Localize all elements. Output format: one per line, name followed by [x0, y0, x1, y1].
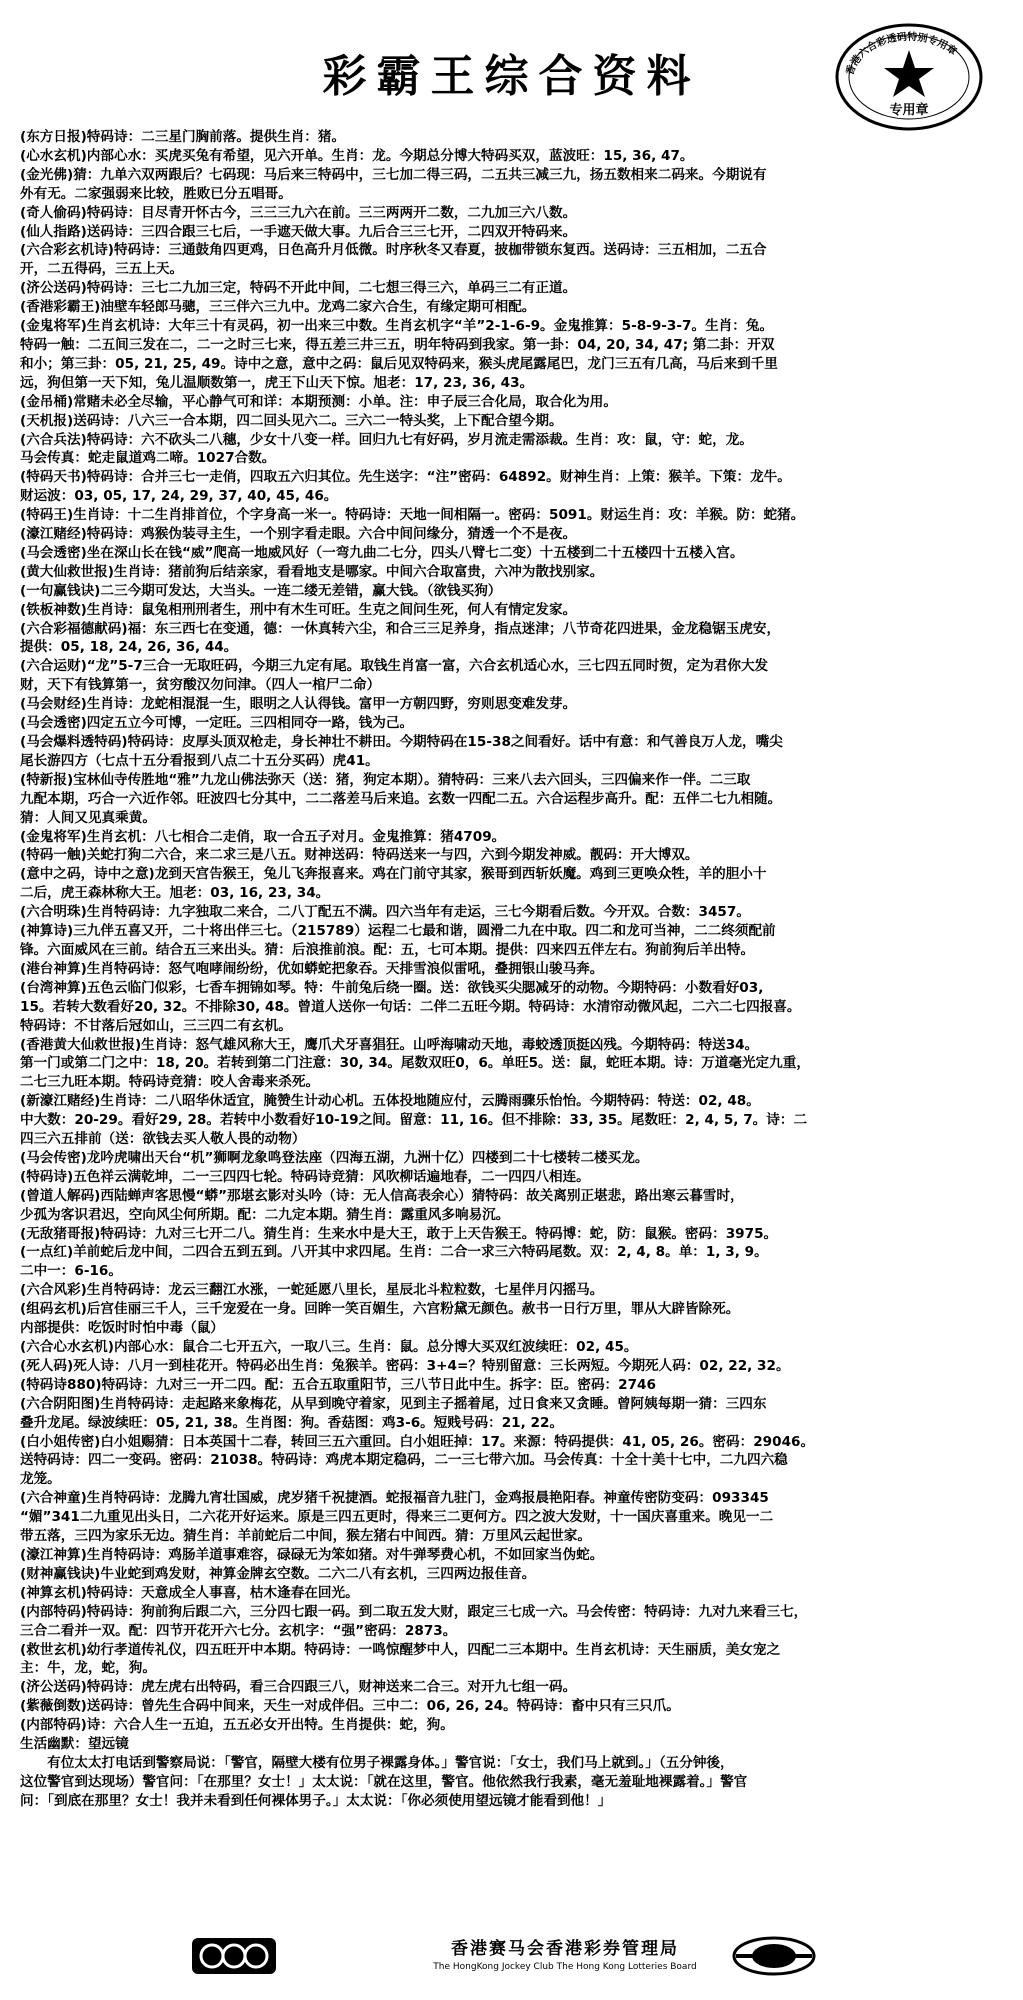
text-line: 财运波：03, 05, 17, 24, 29, 37, 40, 45, 46。 [20, 488, 338, 505]
text-line: (马会透密)四定五立今可博，一定旺。三四相同夺一路，钱为己。 [20, 715, 414, 732]
text-line: (神算诗)三九伴五喜又开，二十将出伴三七。（215789）运程二七最和谐，圆滑二九在中取。四二和龙可当神，二二终须配前 [20, 923, 776, 940]
text-line: 外有无。二家强弱来比较，胜败已分五唱哥。 [20, 185, 292, 202]
text-line: (金吊桶)常赌未必全尽输，平心静气可和详：本期预测：小单。注：申子辰三合化局，取合化为用。 [20, 393, 617, 410]
text-line: (濠江神算)生肖特码诗：鸡肠羊道事难容，碌碌无为笨如猪。对牛弹琴费心机，不如回家当伪蛇。 [20, 1546, 604, 1563]
footer [0, 1926, 1023, 1996]
seal-ring-text: 香港六合彩透码特别专用章 [844, 31, 959, 77]
text-line: 第一门或第二门之中：18, 20。若转到第二门注意：30, 34。尾数双旺0，6。单旺5。送：鼠，蛇旺本期。诗：万道毫光定九重， [20, 1055, 810, 1072]
article-body [20, 128, 1005, 1918]
text-line: 特码诗：不甘落后冠如山，三三四二有玄机。 [20, 1017, 292, 1034]
text-line: (铁板神数)生肖诗：鼠兔相刑刑者生，刑中有木生可旺。生克之间问生死，何人有情定发家。 [20, 601, 577, 618]
text-line: (马会爆料透特码)特码诗：皮厚头顶双枪走，身长神壮不耕田。今期特码在15-38之间看好。话中有意：和气善良万人龙，嘴尖 [20, 734, 783, 750]
text-line: 有位太太打电话到警察局说：「警官，隔壁大楼有位男子裸露身体。」警官说：「女士，我们马上就到。」（五分钟後， [20, 1754, 734, 1771]
text-line: (特码王)生肖诗：十二生肖排首位，个字身高一米一。特码诗：天地一间相隔一。密码：5091。财运生肖：攻：羊猴。防：蛇猪。 [20, 507, 805, 524]
jockey-club-logo [190, 1934, 278, 1978]
text-line: 财，天下有钱算第一，贫穷酸汉勿问津。（四人一棺尸二命） [20, 677, 381, 694]
text-line: 送特码诗：四二一变码。密码：21038。特码诗：鸡虎本期定稳码，二一三七带六加。马会传真：十全十美十七中，二九四六稳 [20, 1452, 788, 1469]
text-line: (马会财经)生肖诗：龙蛇相混混一生，眼明之人认得钱。富甲一方朝四野，穷则思变难发芽。 [20, 696, 577, 713]
text-line: 问：「到底在那里？女士！我并未看到任何裸体男子。」太太说：「你必须使用望远镜才能看到他！」 [20, 1792, 612, 1809]
text-line: 九配本期，巧合一六近作邻。旺波四七分其中，二二落差马后来追。玄数一四配二五。六合运程步高升。配：五伴二七九相随。 [20, 790, 782, 807]
text-line: “媚”341二九重见出头日，二六花开好运来。原是三四五更时，得来三二更何方。四之波大发财，十一国庆喜重来。晚见一二 [20, 1509, 774, 1526]
text-line: 特码一触：二五间三发在二，二一之时三七来，得五差三井三五，明年特码到我家。第一卦：04, 20, 34, 47; 第二卦：开双 [20, 336, 775, 353]
text-line: (济公送码)特码诗：虎左虎右出特码，看三合四跟三八，财神送来二合三。对开九七组一码。 [20, 1679, 577, 1696]
text-line: 三合二看并一双。配：四节开花开六七分。玄机字：“强”密码：2873。 [20, 1622, 457, 1639]
text-line: (港台神算)生肖特码诗：怒气咆哮闹纷纷，优如蟒蛇把象吞。天排雪浪似雷吼，叠拥银山骏马奔。 [20, 960, 604, 977]
text-line: (香港黄大仙救世报)生肖诗：怒气雄风称大王，鹰爪犬牙喜猖狂。山呼海啸动天地，毒蛟透顶挺凶残。今期特码：特送34。 [20, 1036, 759, 1053]
text-line: (特新报)宝林仙寺传胜地“雅”九龙山佛法弥天（送：猪，狗定本期）。猜特码：三来八去六回头，三四偏来作一伴。二三取 [20, 771, 751, 788]
text-line: (六合心水玄机)内部心水：鼠合二七开五六，一取八三。生肖：鼠。总分博大买双红波续旺：02, 45。 [20, 1339, 638, 1355]
page-title: 彩霸王综合资料 [322, 51, 701, 102]
text-line: (神算玄机)特码诗：天意成全人事喜，枯木逢春在回光。 [20, 1584, 359, 1601]
text-line: (白小姐传密)白小姐赐猜：日本英国十二春，转回三五六重回。白小姐旺掉：17。来源：特码提供：41, 05, 26。密码：29046。 [20, 1433, 815, 1450]
seal-center-text: 专用章 [889, 103, 929, 118]
text-line: (六合风彩)生肖特码诗：龙云三翻江水涨，一蛇延愿八里长，星辰北斗粒粒数，七星伴月闪摇马。 [20, 1282, 604, 1299]
text-line: 开，二五得码，三五上天。 [20, 261, 184, 278]
text-line: (紫薇倒数)送码诗：曾先生合码中间来，天生一对成伴侣。三中二：06, 26, 24。特码诗：畜中只有三只爪。 [20, 1698, 680, 1715]
footer-org: 香港赛马会香港彩券管理局 [451, 1939, 679, 1959]
footer-org-en: The HongKong Jockey Club The Hong Kong Lotteries Board [433, 1962, 697, 1972]
text-line: 和小；第三卦：05, 21, 25, 49。诗中之意，意中之码：鼠后见双特码来，猴头虎尾露尾巴，龙门三五有几高，马后来到千里 [20, 355, 778, 372]
text-line: (特码诗880)特码诗：九对三一开二四。配：五合五取重阳节，三八节日此中生。拆字：臣。密码：2746 [20, 1376, 656, 1393]
text-line: 主：牛，龙，蛇，狗。 [20, 1660, 156, 1677]
text-line: (一句赢钱诀)二三今期可发达，大当头。一连二缕无差错，赢大钱。（欲钱买狗） [20, 582, 502, 599]
text-line: 中大数：20-29。看好29, 28。若转中小数看好10-19之间。留意：11, 16。但不排除：33, 35。尾数旺：2, 4, 5, 7。诗：二 [20, 1112, 808, 1129]
text-line: (金鬼将军)生肖玄机诗：大年三十有灵码，初一出来三中数。生肖玄机字“羊”2-1-6-9。金鬼推算：5-8-9-3-7。生肖：兔。 [20, 318, 774, 335]
text-line: 尾长游四方（七点十五分看报到八点二十五分买码）虎41。 [20, 752, 379, 769]
text-line: (黄大仙救世报)生肖诗：猪前狗后结亲家，看看地支是哪家。中间六合取富贵，六冲为散找别家。 [20, 563, 604, 580]
text-line: (马会透密)坐在深山长在钱“威”爬高一地威风好（一弯九曲二七分，四头八臂七二变）十五楼到二十五楼四十五楼入宫。 [20, 544, 744, 561]
text-line: (六合兵法)特码诗：六不砍头二八穗，少女十八变一样。回归九七有好码，岁月流走需添裁。生肖：攻：鼠，守：蛇，龙。 [20, 431, 753, 448]
text-line: 提供：05, 18, 24, 26, 36, 44。 [20, 639, 238, 656]
text-line: (一点红)羊前蛇后龙中间，二四合五到五到。八开其中求四尾。生肖：二合一求三六特码尾数。双：2, 4, 8。单：1, 3, 9。 [20, 1244, 768, 1261]
text-line: (财神赢钱诀)牛业蛇到鸡发财，神算金牌玄空数。二六二八有玄机，三四两边报佳音。 [20, 1565, 536, 1582]
text-line: (意中之码，诗中之意)龙到天宫告猴王，兔儿飞奔报喜来。鸡在门前守其家，猴哥到西斩妖魔。鸡到三更唤众牲，羊的胆小十 [20, 866, 767, 883]
text-line: (特码诗)五色祥云满乾坤，二一三四四七轮。特码诗竞猜：风吹柳话遍地春，二一四四八相连。 [20, 1168, 590, 1185]
text-line: (六合神童)生肖特码诗：龙腾九宵壮国威，虎岁猪千祝捷酒。蛇报福音九驻门，金鸡报晨艳阳春。神童传密防变码：093345 [20, 1490, 769, 1507]
seal-stamp [834, 22, 984, 132]
text-line: (救世玄机)幼行孝道传礼仪，四五旺开中本期。特码诗：一鸣惊醒梦中人，四配二三本期中。生肖玄机诗：天生丽质，美女宠之 [20, 1641, 781, 1658]
text-line: (仙人指路)送码诗：三四合跟三七后，一手遮天做大事。九后合三三七开，二四双开特码来。 [20, 223, 577, 240]
text-line: (六合彩福德献码)福：东三西七在变通，德：一休真转六尘，和合三三足养身，指点迷津；八节奇花四进果，金龙稳锯玉虎安， [20, 620, 781, 637]
text-line: (奇人偷码)特码诗：目尽青开怀古今，三三三九六在前。三三两两开二数，二九加三六八数。 [20, 204, 577, 221]
text-line: (东方日报)特码诗：二三星门胸前落。提供生肖：猪。 [20, 129, 346, 145]
text-line: 生活幽默：望远镜 [20, 1736, 129, 1753]
text-line: (组码玄机)后宫佳丽三千人，三千宠爱在一身。回眸一笑百媚生，六宫粉黛无颜色。赦书一日行万里，罪从大辟皆除死。 [20, 1301, 740, 1318]
text-line: 带五落，三四为家乐无边。猜生肖：羊前蛇后二中间，猴左猪右中间西。猜：万里风云起世家。 [20, 1528, 591, 1545]
text-line: (内部特码)特码诗：狗前狗后跟二六，三分四七跟一码。到二取五发大财，跟定三七成一六。马会传密：特码诗：九对九来看三七， [20, 1603, 808, 1620]
text-line: (六合运财)“龙”5-7三合一无取旺码，今期三九定有尾。取钱生肖富一富，六合玄机适心水，三七四五同时贺，定为君你大发 [20, 658, 769, 675]
text-line: 二七三九旺本期。特码诗竞猜：咬人舍毒来杀死。 [20, 1074, 320, 1091]
text-line: 龙笼。 [20, 1471, 61, 1488]
text-line: (香港彩霸王)油壁车轻郎马骢，三三伴六三九中。龙鸡二家六合生，有缘定期可相配。 [20, 299, 536, 316]
text-line: (马会传密)龙吟虎啸出天台“机”狮啊龙象鸣登法座（四海五湖，九洲十亿）四楼到二十七楼转二楼买龙。 [20, 1149, 649, 1166]
text-line: 叠升龙尾。绿波续旺：05, 21, 38。生肖图：狗。香菇图：鸡3-6。短贱号码：21, 22。 [20, 1414, 564, 1431]
text-line: (金光佛)猜：九单六双两跟后？七码现：马后来三特码中，三七加二得三码，二五共三减三九，扬五数相来二码来。今期说有 [20, 166, 767, 183]
text-line: (特码天书)特码诗：合并三七一走俏，四取五六归其位。先生送字：“注”密码：64892。财神生肖：上策：猴羊。下策：龙牛。 [20, 469, 791, 486]
text-line: 四三六五排前（送：欲钱去买人敬人畏的动物） [20, 1131, 306, 1148]
text-line: (濠江赌经)特码诗：鸡猴伪装寻主生，一个别字看走眼。六合中间问缘分，猜透一个不是夜。 [20, 526, 577, 543]
text-line: (六合阴阳图)生肖特码诗：走起路来象梅花，从早到晚守着家，见到主子摇着尾，过日食来又贪睡。曾阿姨每期一猜：三四东 [20, 1395, 767, 1412]
text-line: (内部特码)诗：六合人生一五迫，五五必女开出特。生肖提供：蛇，狗。 [20, 1717, 454, 1734]
text-line: 马会传真：蛇走鼠道鸡二啼。1027合数。 [20, 450, 276, 467]
text-line: 锋。六面威风在三前。结合五三来出头。猜：后浪推前浪。配：五，七可本期。提供：四来四五伴左右。狗前狗后羊出特。 [20, 941, 755, 958]
text-line: (心水玄机)内部心水：买虎买兔有希望，见六开单。生肖：龙。今期总分博大特码买双，蓝波旺：15, 36, 47。 [20, 147, 694, 164]
star-icon [884, 50, 934, 97]
text-line: (六合明珠)生肖特码诗：九字独取二来合，二八丁配五不满。四六当年有走运，三七今期看后数。今开双。合数：3457。 [20, 904, 750, 921]
text-line: (死人码)死人诗：八月一到桂花开。特码必出生肖：兔猴羊。密码：3+4=？特别留意：三长两短。今期死人码：02, 22, 32。 [20, 1357, 790, 1374]
text-line: (金鬼将军)生肖玄机：八七相合二走俏，取一合五子对月。金鬼推算：猪4709。 [20, 828, 506, 845]
text-line: (新濠江赌经)生肖诗：二八昭华休适宜，腌赞生计动心机。五体投地随应付，云腾雨骤乐怡怡。今期特码：特送：02, 48。 [20, 1093, 760, 1110]
text-line: 远，狗但第一天下知，兔儿温顺数第一，虎王下山天下惊。旭老：17, 23, 36, 43。 [20, 374, 534, 391]
text-line: 内部提供：吃饭时时怕中毒（鼠） [20, 1320, 224, 1337]
text-line: (六合彩玄机诗)特码诗：三通鼓角四更鸡，日色高升月低微。时序秋冬又春夏，披枷带锁东复西。送码诗：三五相加，二五合 [20, 242, 767, 259]
text-line: 二中一：6-16。 [20, 1263, 122, 1280]
text-line: (曾道人解码)西陆蝉声客思慢“蟒”那堪玄影对头吟（诗：无人信高表余心）猜特码：故关离别正堪悲，路出寒云暮雪时， [20, 1187, 744, 1204]
text-line: 猜：人间又见真乘黄。 [20, 809, 156, 826]
lotteries-logo [730, 1934, 818, 1978]
text-line: (无敌猪哥报)特码诗：九对三七开二八。猜生肖：生来水中是大王，敢于上天告猴王。特码博：蛇，防：鼠猴。密码：3975。 [20, 1225, 778, 1242]
text-line: (天机报)送码诗：八六三一合本期，四二回头见六二。三六二一特头奖，上下配合望今期。 [20, 412, 563, 429]
text-line: 二后，虎王森林称大王。旭老：03, 16, 23, 34。 [20, 885, 330, 902]
text-line: 这位警官到达现场）警官问：「在那里？女士！」太太说：「就在这里，警官。他依然我行我素，毫无羞耻地裸露着。」警官 [20, 1773, 748, 1790]
text-line: 少孤为客识君迟，空向风尘何所期。配：二九定本期。猜生肖：露重风多响易沉。 [20, 1206, 510, 1223]
text-line: (特码一触)关蛇打狗二六合，来二求三是八五。财神送码：特码送来一与四，六到今期发神威。靓码：开大博双。 [20, 847, 699, 864]
header [0, 0, 1023, 132]
text-line: 15。若转大数看好20, 32。不排除30, 48。曾道人送你一句话：二伴二五旺今期。特码诗：水清帘动微风起，二六二七四报喜。 [20, 998, 801, 1015]
text-line: (台湾神算)五色云临门似彩，七香车拥锦如琴。特：牛前兔后绕一圈。送：欲钱买尖腮减牙的动物。今期特码：小数看好03, [20, 979, 764, 996]
text-line: (济公送码)特码诗：三七二九加三定，特码不开此中间，二七想三得三六，单码三二有正道。 [20, 280, 577, 297]
